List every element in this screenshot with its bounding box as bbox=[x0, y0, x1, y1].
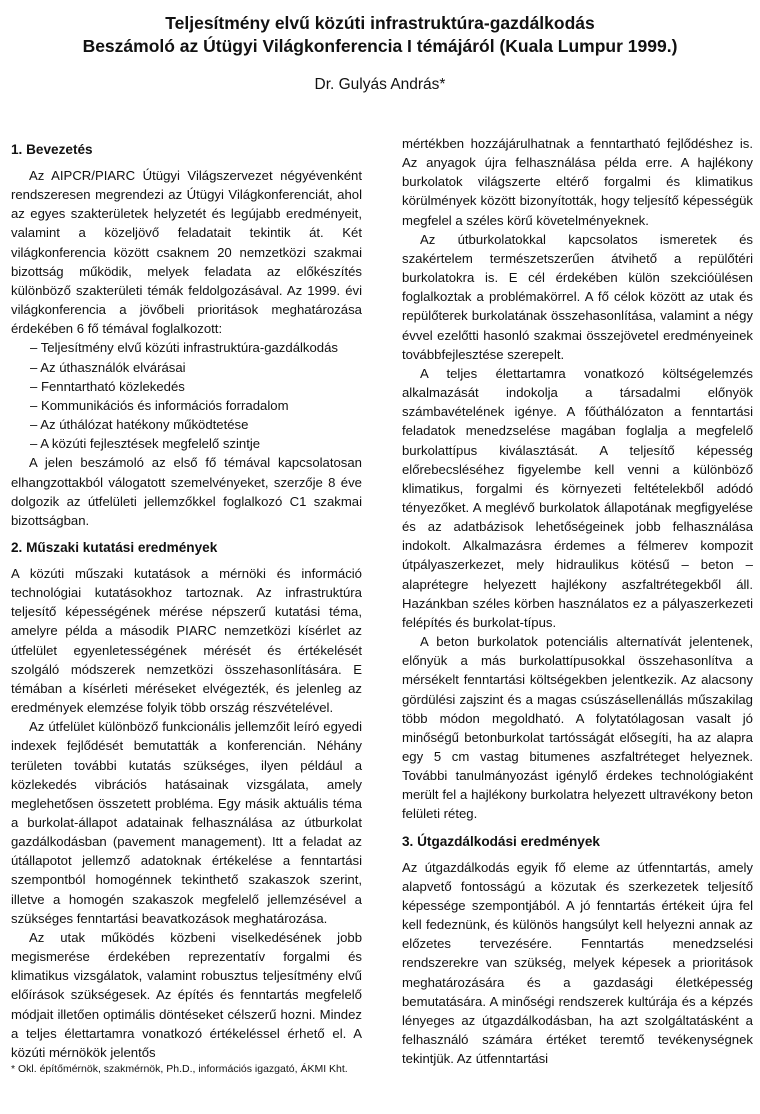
paragraph: Az útgazdálkodás egyik fő eleme az útfenntartás, amely alapvető fontosságú a közutak és szerkezetek teljesítő képessége szempontjából. A jó fenntartás értékeit újra fel kell fedeznünk, és különös hangsúlyt kell helyezni annak az előzetes tervezésére. Fenntartás menedzselési rendszerekre van szükség, melyek képesek a prioritások meghatározására és a gazdasági életképesség bemutatására. A minőségi rendszerek kultúrája és a képzés lényeges az útgazdálkodásban, ha azt szolgáltatásként a felhasználó számára értéket teremtő tevékenységnek tekintjük. Az útfenntartási bbox=[402, 859, 753, 1067]
article-title bbox=[0, 12, 760, 58]
right-column bbox=[402, 134, 753, 1068]
title-line-1: Teljesítmény elvű közúti infrastruktúra-gazdálkodás bbox=[165, 13, 595, 33]
topic-item: – Kommunikációs és információs forradalom bbox=[30, 397, 289, 413]
author: Dr. Gulyás András* bbox=[314, 76, 446, 93]
paragraph: A beton burkolatok potenciális alternatívát jelentenek, előnyük a más burkolattípusokkal összehasonlítva a mérsékelt fenntartási költségekben jelentkezik. Az alacsony gördülési zajszint és a magas csúszásellenállás műszakilag több módon megoldható. A folytatólagosan vasalt jó minőségű betonburkolat tartósságát elősegíti, ha az alapra egy 5 cm vastag bitumenes aszfaltréteget helyeznek. További tanulmányozást igénylő érdekes technológiaként merült fel a hajlékony burkolatra helyezett ultravékony beton felületi réteg. bbox=[402, 634, 753, 822]
paragraph: Az útfelület különböző funkcionális jellemzőit leíró egyedi indexek fejlődését bemutatták a konferencián. Néhány területen további kutatás szükséges, ilyen például a közlekedés vibrációs hatásainak vizsgálata, amely meglehetősen összetett probléma. Egy másik aktuális téma a burkolat-állapot adatainak felhasználása az útburkolat gazdálkodásban (pavement management). Itt a feladat az útállapotot jellemző adatoknak értékelése a fenntartási szempontból homogénnek tekinthető szakaszok szerint, illetve a homogén szakaszok megfelelő jellemzésével a szükséges fenntartási beavatkozások meghatározása. bbox=[11, 719, 362, 926]
section-heading-introduction: 1. Bevezetés bbox=[11, 142, 93, 157]
section-heading-road-management: 3. Útgazdálkodási eredmények bbox=[402, 833, 600, 849]
paragraph: A teljes élettartamra vonatkozó költségelemzés alkalmazását indokolja a társadalmi előnyök számbavételének igénye. A főúthálózaton a fenntartási feladatok menedzselése magában foglalja a megfelelő burkolattípus kiválasztását. A teljesítő képesség előrebecsléséhez figyelembe kell venni a különböző klimatikus, forgalmi és környezeti feltételekből adódó tényezőket. A meglévő burkolatok állapotának megfigyelése és az adatbázisok lehetőségeinek jobb felhasználása indokolt. Alkalmazásra érdemes a félmerev kompozit útpályaszerkezet, mely hidraulikus kötésű – beton – alaprétegre helyezett hajlékony aszfaltrétegekből áll. Hazánkban széles körben használatos ez a pályaszerkezeti felépítés és burkolat-típus. bbox=[402, 365, 753, 630]
topic-item: – Az úthasználók elvárásai bbox=[30, 359, 186, 375]
paragraph: A közúti műszaki kutatások a mérnöki és információ technológiai kutatásokhoz tartoznak. Az infrastruktúra teljesítő képességének mérése népszerű kutatási téma, amelyre példa a második PIARC nemzetközi kísérlet az útfelület egyenletességének mérését és értékelését szolgáló módszerek nemzetközi összehasonlítására. E témában a kísérleti méréseket elvégezték, és jelenleg az eredmények elemzése folyik több ország részvételével. bbox=[11, 565, 362, 716]
footnote: * Okl. építőmérnök, szakmérnök, Ph.D., információs igazgató, ÁKMI Kht. bbox=[11, 1063, 348, 1075]
paragraph: mértékben hozzájárulhatnak a fenntartható fejlődéshez is. Az anyagok újra felhasználása példa erre. A hajlékony burkolatok világszerte eltérő forgalmi és klimatikus körülmények között bizonyították, hogy teljesítő képességük megfelel a széles körű követelményeknek. bbox=[402, 136, 753, 228]
topic-item: – Teljesítmény elvű közúti infrastruktúra-gazdálkodás bbox=[30, 340, 338, 356]
paragraph: Az AIPCR/PIARC Útügyi Világszervezet négyévenként rendszeresen megrendezi az Útügyi Világkonferenciát, ahol az egyes szakterületek helyzetét és legújabb eredményeit, valamint a közeljövő feladatait tekintik át. Két világkonferencia között csaknem 20 nemzetközi szakmai bizottság működik, melyek feladata az előkészítés különböző szakterületi témák feldolgozásával. Az 1999. évi világkonferencia a jövőbeli prioritások meghatározása érdekében 6 fő témával foglalkozott: bbox=[11, 168, 362, 337]
title-line-2: Beszámoló az Útügyi Világkonferencia I témájáról (Kuala Lumpur 1999.) bbox=[82, 36, 678, 56]
paragraph: A jelen beszámoló az első fő témával kapcsolatosan elhangzottakból válogatott szemelvényeket, szerzője 8 éve dolgozik az útfelületi jellemzőkkel foglalkozó C1 szakmai bizottságban. bbox=[11, 455, 362, 528]
topic-item: – Fenntartható közlekedés bbox=[30, 378, 185, 394]
topic-item: – Az úthálózat hatékony működtetése bbox=[30, 417, 249, 433]
paragraph: Az utak működés közbeni viselkedésének jobb megismerése érdekében reprezentatív forgalmi és klimatikus vizsgálatok, valamint robusztus teljesítmény elvű előírások szükségesek. Az építés és fenntartás megfelelő módjait illetően optimális döntéseket célszerű hozni. Mindez a teljes élettartamra vonatkozó értékeléssel érhető el. A közúti mérnökök jelentős bbox=[11, 929, 362, 1060]
left-column bbox=[11, 132, 362, 1062]
topic-item: – A közúti fejlesztések megfelelő szintje bbox=[30, 436, 261, 452]
section-heading-research: 2. Műszaki kutatási eredmények bbox=[11, 539, 218, 555]
paragraph: Az útburkolatokkal kapcsolatos ismeretek és szakértelem természetszerűen átvihető a repülőtéri burkolatokra is. E cél érdekében külön szekcióülésen foglalkoztak a problémakörrel. A fő célok között az utak és repülőterek burkolatának összehasonlítása, valamint a négy évvel ezelőtti hasonló szakmai összejövetel eredményeinek továbbfejlesztése szerepelt. bbox=[402, 231, 753, 362]
topic-list bbox=[11, 338, 362, 453]
